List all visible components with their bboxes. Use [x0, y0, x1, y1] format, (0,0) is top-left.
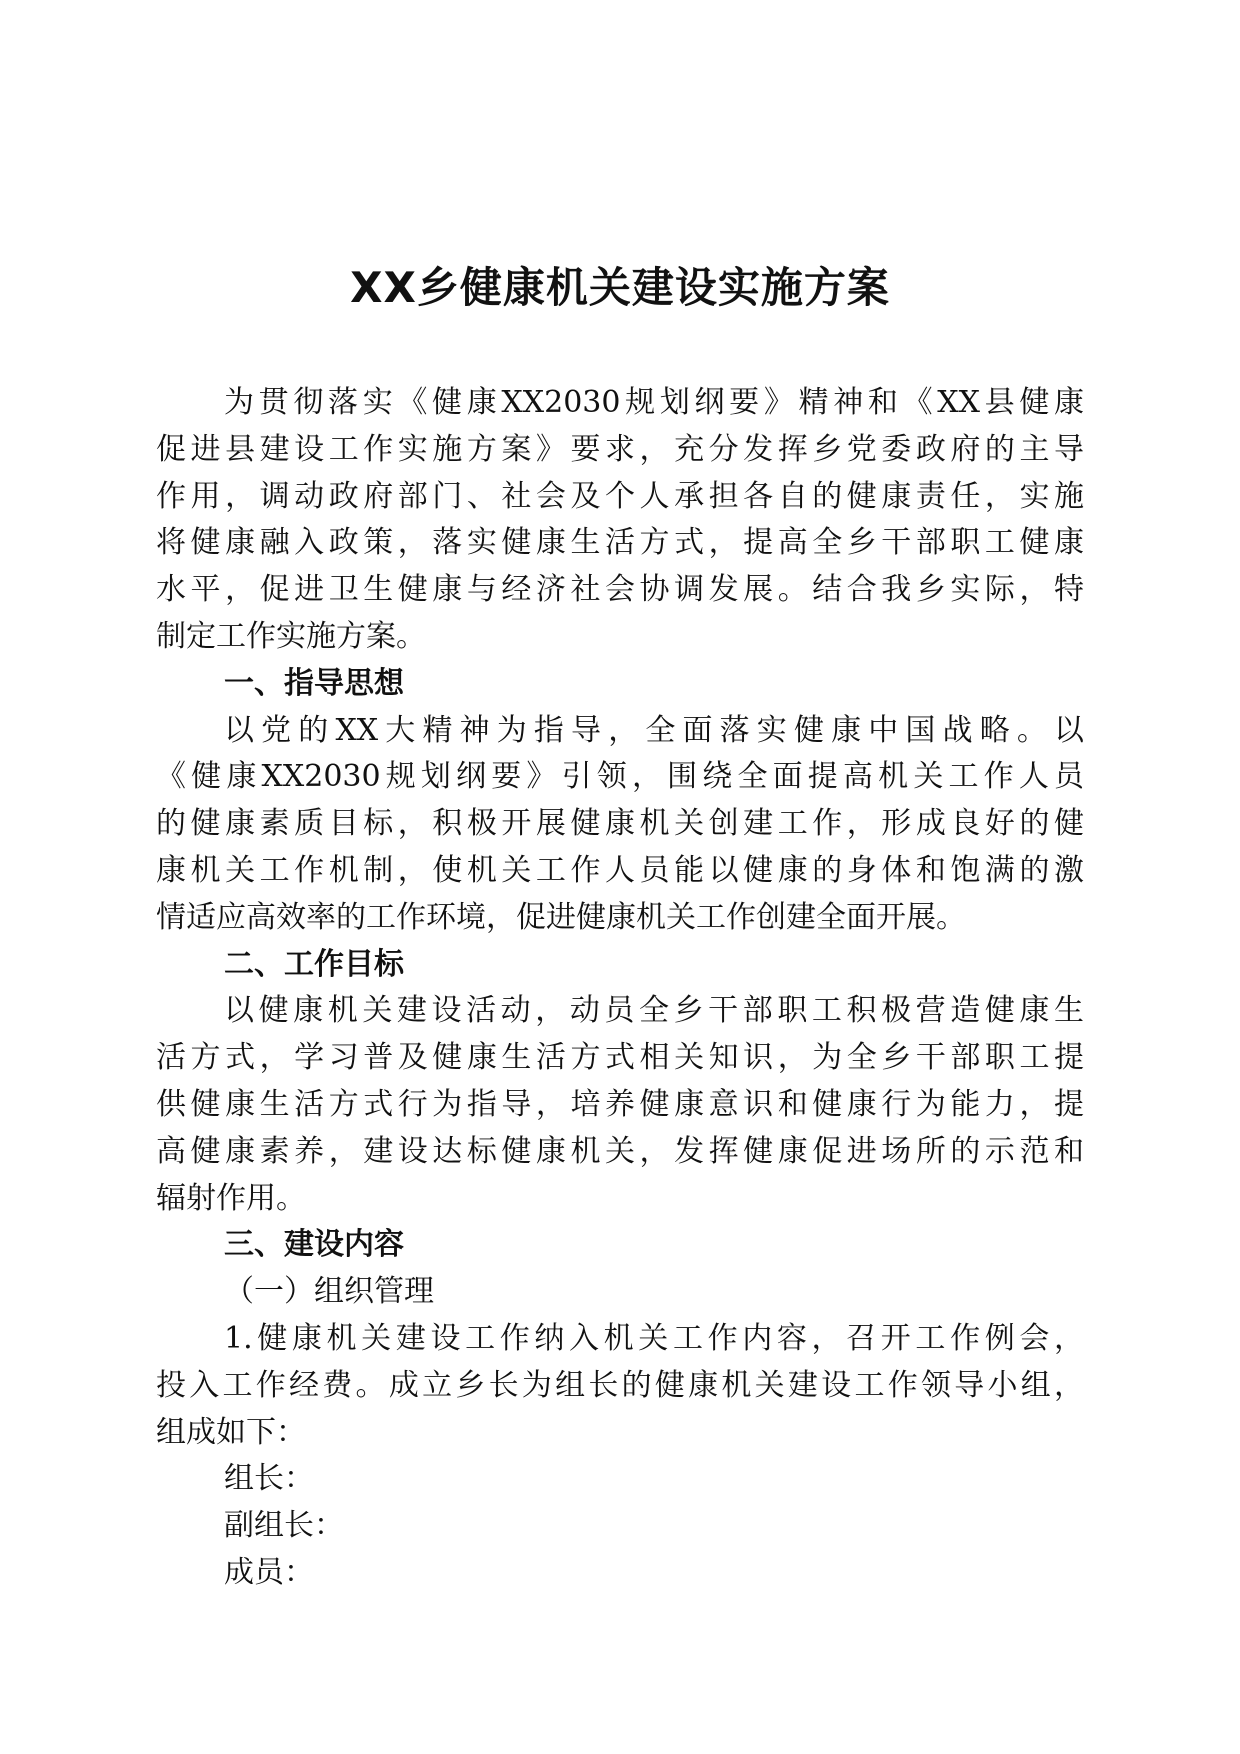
paragraph-line: 作用，调动政府部门、社会及个人承担各自的健康责任，实施 [156, 478, 1084, 514]
paragraph-line: 活方式，学习普及健康生活方式相关知识，为全乡干部职工提 [156, 1040, 1084, 1076]
paragraph-line: 1.健康机关建设工作纳入机关工作内容，召开工作例会， [224, 1320, 1084, 1356]
section-heading: 一、指导思想 [224, 665, 404, 701]
role-leader-label: 组长： [224, 1461, 314, 1497]
document-title: XX乡健康机关建设实施方案 [350, 263, 890, 312]
paragraph-line: 辐射作用。 [156, 1180, 306, 1216]
intro-paragraph [156, 380, 1084, 661]
paragraph-line: 以健康机关建设活动，动员全乡干部职工积极营造健康生 [224, 993, 1084, 1029]
paragraph-line: 组成如下： [156, 1414, 306, 1450]
paragraph-line: 投入工作经费。成立乡长为组长的健康机关建设工作领导小组， [156, 1367, 1084, 1403]
document-body [156, 380, 1084, 1597]
paragraph-line: 将健康融入政策，落实健康生活方式，提高全乡干部职工健康 [156, 525, 1084, 561]
paragraph-line: 以党的XX大精神为指导，全面落实健康中国战略。以 [224, 712, 1084, 748]
section2-paragraph [156, 988, 1084, 1222]
paragraph-line: 康机关工作机制，使机关工作人员能以健康的身体和饱满的激 [156, 852, 1084, 888]
paragraph-line: 的健康素质目标，积极开展健康机关创建工作，形成良好的健 [156, 806, 1084, 842]
section-heading: 二、工作目标 [224, 946, 404, 982]
paragraph-line: 高健康素养，建设达标健康机关，发挥健康促进场所的示范和 [156, 1133, 1084, 1169]
paragraph-line: 制定工作实施方案。 [156, 618, 426, 654]
paragraph-line: 水平，促进卫生健康与经济社会协调发展。结合我乡实际，特 [156, 572, 1084, 608]
paragraph-line: 为贯彻落实《健康XX2030规划纲要》精神和《XX县健康 [224, 385, 1084, 420]
section1-paragraph [156, 708, 1084, 942]
subsection-heading: （一）组织管理 [224, 1274, 434, 1310]
role-deputy-label: 副组长： [224, 1508, 344, 1544]
section-heading: 三、建设内容 [224, 1227, 404, 1263]
paragraph-line: 《健康XX2030规划纲要》引领，围绕全面提高机关工作人员 [156, 759, 1084, 795]
item1-paragraph [156, 1316, 1084, 1456]
paragraph-line: 供健康生活方式行为指导，培养健康意识和健康行为能力，提 [156, 1086, 1084, 1122]
paragraph-line: 促进县建设工作实施方案》要求，充分发挥乡党委政府的主导 [156, 431, 1084, 467]
role-members-label: 成员： [224, 1554, 314, 1590]
paragraph-line: 情适应高效率的工作环境，促进健康机关工作创建全面开展。 [156, 899, 966, 935]
